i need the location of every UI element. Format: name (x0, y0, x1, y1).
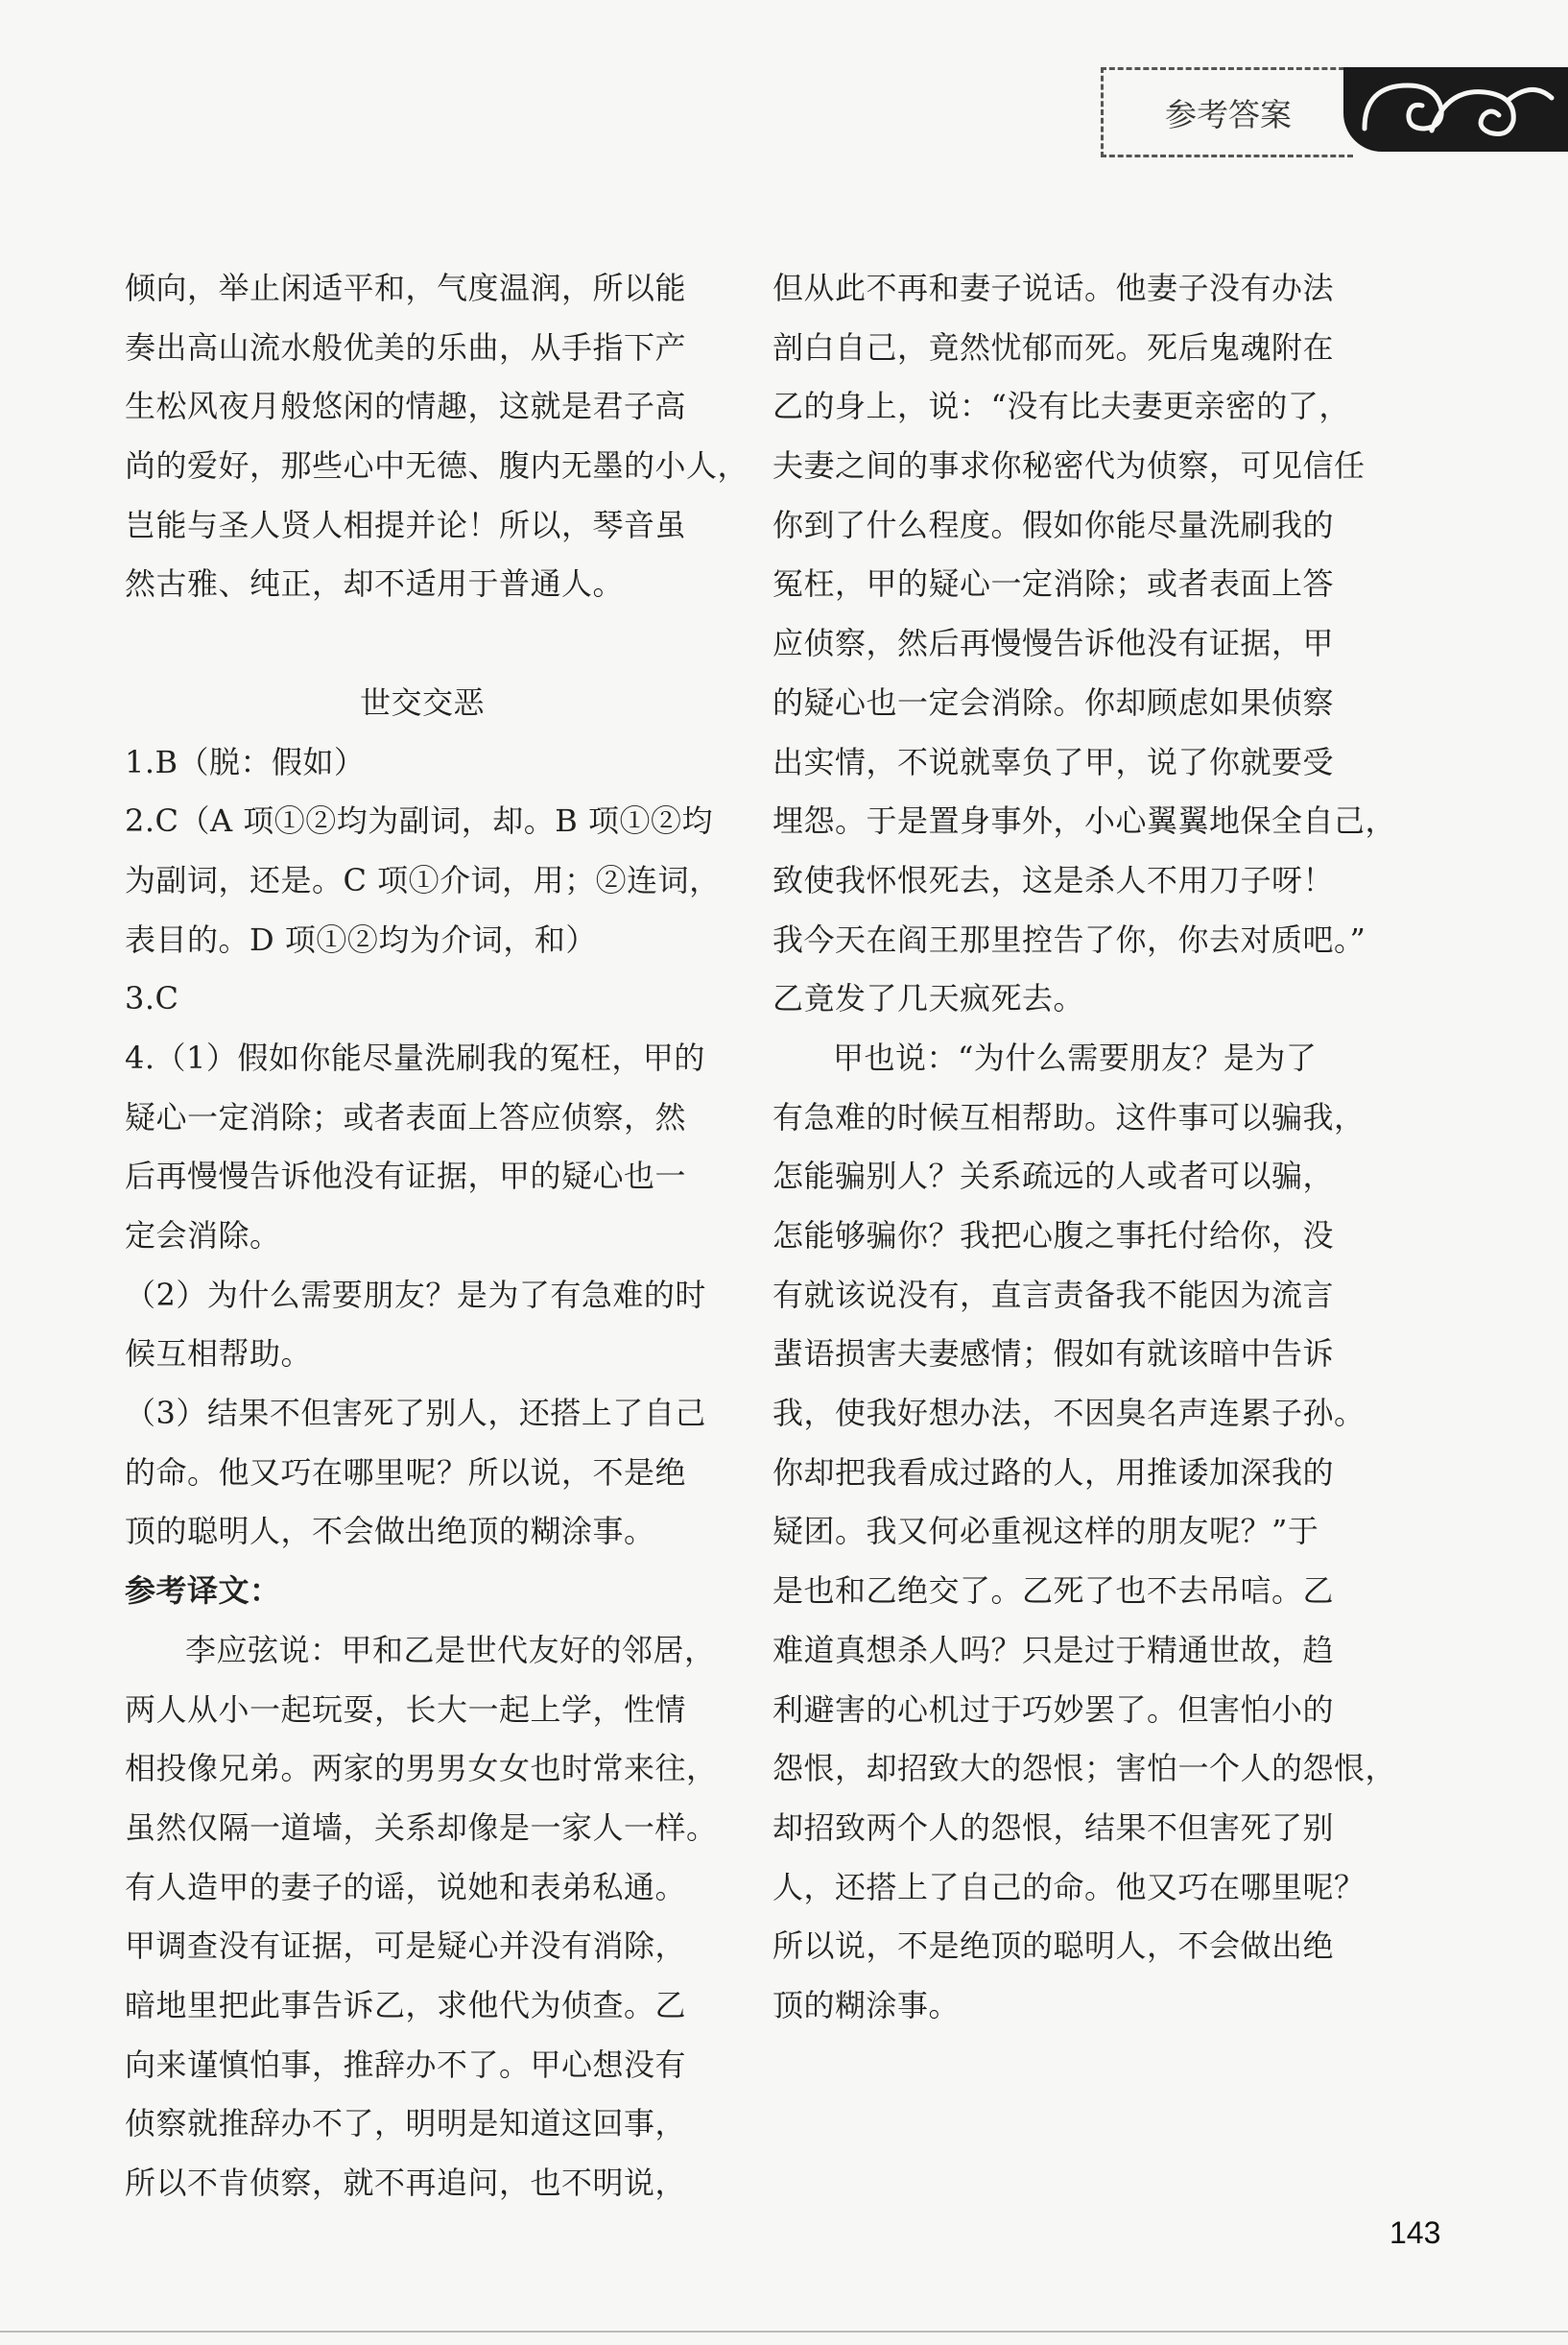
left-column (125, 259, 749, 2213)
page-edge (0, 2331, 1568, 2333)
text-line: 岂能与圣人贤人相提并论！所以，琴音虽 (125, 506, 687, 543)
text-line: 然古雅、纯正，却不适用于普通人。 (125, 565, 625, 603)
answer-line: 定会消除。 (125, 1217, 281, 1254)
text-line: 蜚语损害夫妻感情；假如有就该暗中告诉 (772, 1335, 1335, 1373)
text-line: 甲也说：“为什么需要朋友？是为了 (833, 1039, 1318, 1076)
text-line: 有急难的时候互相帮助。这件事可以骗我， (772, 1098, 1366, 1136)
text-line: 有就该说没有，直言责备我不能因为流言 (772, 1276, 1335, 1313)
text-line: 但从此不再和妻子说话。他妻子没有办法 (772, 270, 1335, 306)
answer-line: 2.C（A 项①②均为副词，却。B 项①②均 (125, 802, 713, 840)
right-column (772, 259, 1397, 2036)
text-line: 你却把我看成过路的人，用推诿加深我的 (772, 1453, 1335, 1491)
text-line: 埋怨。于是置身事外，小心翼翼地保全自己， (772, 802, 1397, 840)
text-line: 怎能骗别人？关系疏远的人或者可以骗， (772, 1158, 1335, 1195)
text-line: 所以说，不是绝顶的聪明人，不会做出绝 (772, 1927, 1335, 1965)
text-line: 相投像兄弟。两家的男男女女也时常来往， (125, 1750, 718, 1787)
text-line: 两人从小一起玩耍，长大一起上学，性情 (125, 1690, 687, 1728)
text-line: 尚的爱好，那些心中无德、腹内无墨的小人， (125, 447, 749, 485)
text-line: 乙的身上，说：“没有比夫妻更亲密的了， (772, 388, 1350, 425)
cloud-ornament-band (1343, 67, 1568, 152)
text-line: 出实情，不说就辜负了甲，说了你就要受 (772, 743, 1335, 780)
text-line: 疑团。我又何必重视这样的朋友呢？”于 (772, 1513, 1319, 1550)
text-line: 虽然仅隔一道墙，关系却像是一家人一样。 (125, 1808, 718, 1846)
answer-line: 1.B（脱：假如） (125, 743, 366, 780)
text-line: 我，使我好想办法，不因臭名声连累子孙。 (772, 1395, 1366, 1432)
text-line: 甲调查没有证据，可是疑心并没有消除， (125, 1927, 687, 1965)
text-line: 奏出高山流水般优美的乐曲，从手指下产 (125, 328, 687, 366)
section-tab-label: 参考答案 (1165, 95, 1292, 133)
text-line: 冤枉，甲的疑心一定消除；或者表面上答 (772, 565, 1335, 603)
text-line: 夫妻之间的事求你秘密代为侦察，可见信任 (772, 447, 1366, 485)
section-title: 世交交恶 (359, 683, 485, 721)
text-line: 怎能够骗你？我把心腹之事托付给你，没 (772, 1217, 1335, 1254)
text-line: 是也和乙绝交了。乙死了也不去吊唁。乙 (772, 1572, 1335, 1610)
spacer (125, 614, 720, 674)
text-line: 所以不肯侦察，就不再追问，也不明说， (125, 2165, 687, 2201)
text-line: 你到了什么程度。假如你能尽量洗刷我的 (772, 506, 1335, 543)
answer-line: 表目的。D 项①②均为介词，和） (125, 921, 597, 958)
answer-line: 为副词，还是。C 项①介词，用；②连词， (125, 861, 721, 898)
answer-line: 的命。他又巧在哪里呢？所以说，不是绝 (125, 1453, 687, 1491)
answer-line: （2）为什么需要朋友？是为了有急难的时 (125, 1276, 706, 1313)
text-line: 剖白自己，竟然忧郁而死。死后鬼魂附在 (772, 328, 1335, 366)
translation-heading: 参考译文： (125, 1572, 281, 1610)
text-line: 利避害的心机过于巧妙罢了。但害怕小的 (772, 1690, 1335, 1728)
answer-line: 4.（1）假如你能尽量洗刷我的冤枉，甲的 (125, 1039, 705, 1076)
text-line: 生松风夜月般悠闲的情趣，这就是君子高 (125, 388, 687, 425)
text-line: 倾向，举止闲适平和，气度温润，所以能 (125, 270, 687, 306)
text-line: 李应弦说：甲和乙是世代友好的邻居， (185, 1631, 716, 1668)
text-line: 却招致两个人的怨恨，结果不但害死了别 (772, 1808, 1335, 1846)
text-line: 的疑心也一定会消除。你却顾虑如果侦察 (772, 683, 1335, 721)
text-line: 乙竟发了几天疯死去。 (772, 980, 1085, 1017)
page-number: 143 (1390, 2215, 1441, 2250)
answer-line: （3）结果不但害死了别人，还搭上了自己 (125, 1395, 706, 1432)
text-line: 怨恨，却招致大的怨恨；害怕一个人的怨恨， (772, 1750, 1397, 1787)
text-line: 侦察就推辞办不了，明明是知道这回事， (125, 2105, 687, 2142)
text-line: 我今天在阎王那里控告了你，你去对质吧。” (772, 921, 1366, 958)
text-line: 暗地里把此事告诉乙，求他代为侦查。乙 (125, 1986, 687, 2023)
text-line: 有人造甲的妻子的谣，说她和表弟私通。 (125, 1868, 687, 1905)
answer-line: 候互相帮助。 (125, 1335, 313, 1373)
cloud-swirl-icon (1355, 71, 1556, 148)
text-line: 顶的糊涂事。 (772, 1986, 961, 2023)
text-line: 应侦察，然后再慢慢告诉他没有证据，甲 (772, 625, 1335, 662)
text-line: 致使我怀恨死去，这是杀人不用刀子呀！ (772, 861, 1335, 898)
answer-line: 3.C (125, 980, 179, 1017)
answer-line: 顶的聪明人，不会做出绝顶的糊涂事。 (125, 1513, 655, 1550)
section-tab (1101, 67, 1353, 157)
text-line: 人，还搭上了自己的命。他又巧在哪里呢？ (772, 1868, 1366, 1905)
text-line: 难道真想杀人吗？只是过于精通世故，趋 (772, 1631, 1335, 1668)
text-line: 向来谨慎怕事，推辞办不了。甲心想没有 (125, 2046, 687, 2083)
answer-line: 后再慢慢告诉他没有证据，甲的疑心也一 (125, 1158, 687, 1195)
answer-line: 疑心一定消除；或者表面上答应侦察，然 (125, 1098, 687, 1136)
